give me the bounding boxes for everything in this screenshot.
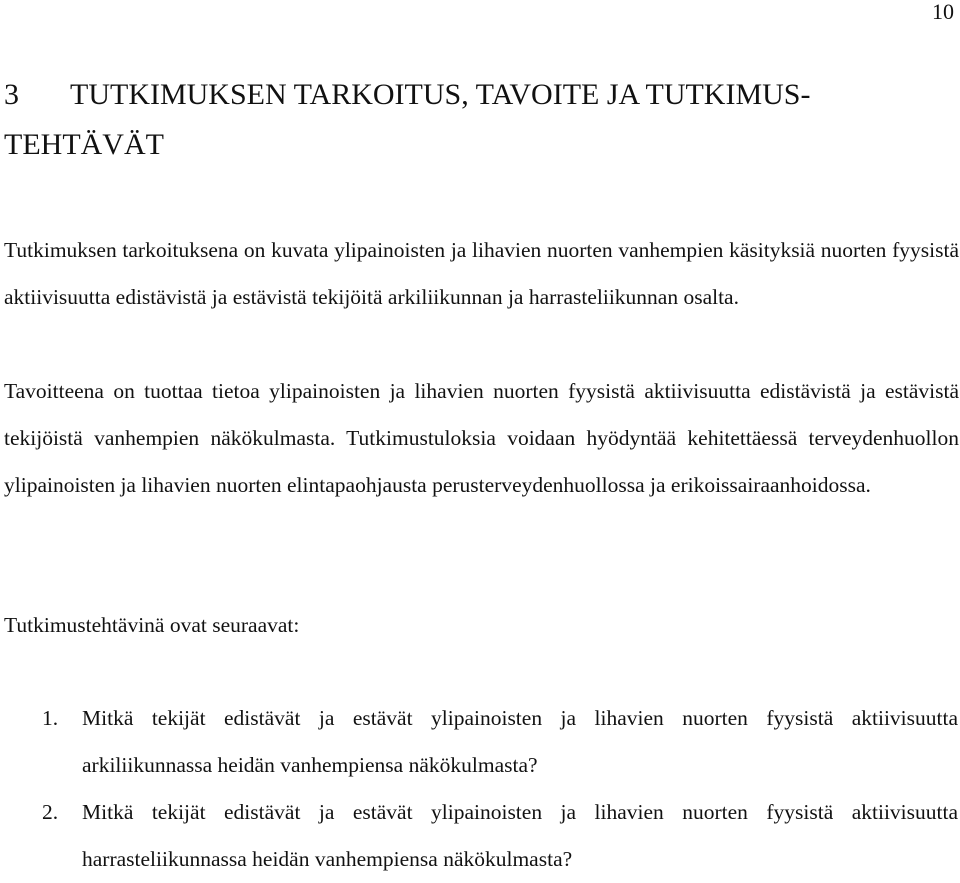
page-number: 10 [932, 0, 954, 24]
list-marker: 2. [42, 800, 59, 824]
goal-paragraph: Tavoitteena on tuottaa tietoa ylipainoisten ja lihavien nuorten fyysistä aktiivisuutta edistävistä ja estävistä tekijöistä vanhempien näkökulmasta. Tutkimustuloksia voidaan hyödyntää kehitettäessä terveydenhuollon ylipainoisten ja lihavien nuorten elintapaohjausta perusterveydenhuollossa ja erikoissairaanhoidossa. [4, 379, 959, 497]
research-task-text: Mitkä tekijät edistävät ja estävät ylipainoisten ja lihavien nuorten fyysistä aktiivisuutta harrasteliikunnassa heidän vanhempiensa näkökulmasta? [82, 800, 958, 871]
research-task-item [0, 789, 960, 883]
section-title: TUTKIMUKSEN TARKOITUS, TAVOITE JA TUTKIMUS-TEHTÄVÄT [4, 78, 811, 161]
list-marker: 1. [42, 706, 59, 730]
section-heading [4, 70, 954, 170]
research-task-item [0, 695, 960, 789]
research-task-list [0, 789, 960, 883]
section-number: 3 [4, 78, 19, 111]
purpose-paragraph: Tutkimuksen tarkoituksena on kuvata ylipainoisten ja lihavien nuorten vanhempien käsityksiä nuorten fyysistä aktiivisuutta edistävistä ja estävistä tekijöitä arkiliikunnan ja harrasteliikunnan osalta. [4, 238, 959, 309]
research-tasks-intro: Tutkimustehtävinä ovat seuraavat: [4, 613, 300, 637]
research-task-text: Mitkä tekijät edistävät ja estävät ylipainoisten ja lihavien nuorten fyysistä aktiivisuutta arkiliikunnassa heidän vanhempiensa näkökulmasta? [82, 706, 958, 777]
research-task-list [0, 695, 960, 789]
